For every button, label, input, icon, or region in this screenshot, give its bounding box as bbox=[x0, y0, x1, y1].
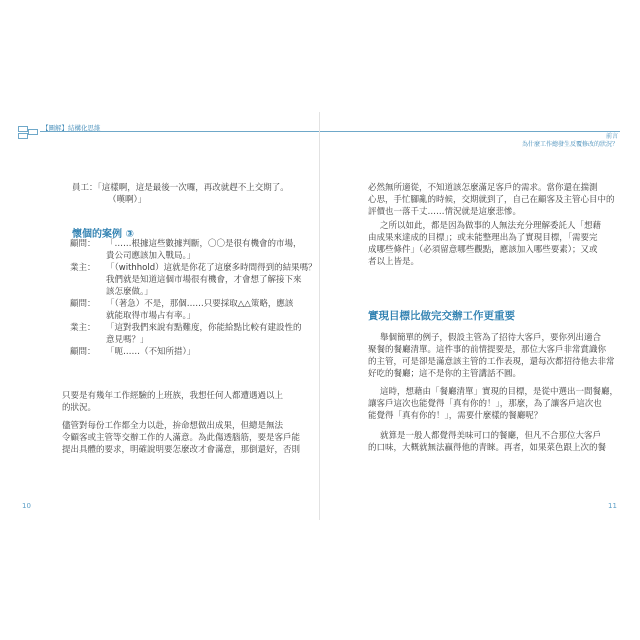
utterance: 意見嗎？」 bbox=[106, 335, 149, 345]
running-header-left: 【圖解】結構化思維 bbox=[42, 124, 101, 132]
text-line: 就算是一般人都覺得美味可口的餐廳，但凡不合那位大客戶 bbox=[380, 431, 602, 441]
paragraph bbox=[368, 332, 615, 380]
text-line: 的主管，可是卻是滿意該主管的工作表現，還每次都招待他去非常 bbox=[368, 357, 615, 367]
text-line: 令顧客或主管等交辦工作的人滿意。為此傷透腦筋，要是客戶能 bbox=[62, 433, 301, 443]
dialogue-line bbox=[70, 298, 317, 310]
case-dialogue bbox=[70, 238, 317, 358]
dialogue-line bbox=[70, 286, 317, 298]
dialogue-line bbox=[70, 346, 317, 358]
case-title: 懷個的案例 ③ bbox=[72, 229, 134, 240]
utterance: 我們就是知道這個市場很有機會，才會想了解接下來 bbox=[106, 275, 302, 285]
text-line: 提出具體的要求，明確說明要怎麼改才會滿意，那倒還好，否則 bbox=[62, 445, 301, 455]
text-line: （嘆啊）」 bbox=[108, 195, 147, 205]
text-line: 好吃的餐廳；這不是你的主管講話不圓。 bbox=[368, 369, 522, 379]
section-label: 前言 bbox=[605, 133, 618, 140]
text-line: 心思，手忙腳亂的時候，交期就到了，自己在顧客及主管心目中的 bbox=[368, 195, 615, 205]
text-line: 員工：「這樣啊，這是最後一次囉，再改就趕不上交期了。 bbox=[72, 183, 289, 193]
speaker: 顧問： bbox=[70, 347, 96, 357]
utterance: 「這對我們來說有點難度，你能給點比較有建設性的 bbox=[106, 323, 302, 333]
text-line: 評價也一落千丈……情況就是這麼悲慘。 bbox=[368, 207, 522, 217]
text-line: 這時，想藉由「餐廳清單」實現的目標，是從中選出一間餐廳， bbox=[380, 387, 619, 397]
dialogue-line bbox=[70, 250, 317, 262]
body-paragraphs bbox=[62, 390, 300, 456]
text-line: 舉個簡單的例子，假設主管為了招待大客戶，要你列出適合 bbox=[380, 333, 602, 343]
text-line: 讓客戶這次也能覺得「真有你的！」，那麼，為了讓客戶這次也 bbox=[368, 399, 602, 409]
text-line: 成哪些條件」（必須留意哪些觀點，應該加入哪些要素）；又或 bbox=[368, 245, 598, 255]
speaker: 顧問： bbox=[70, 299, 96, 309]
running-header-right bbox=[522, 133, 618, 149]
text-line: 能覺得「真有你的！」，需要什麼樣的餐廳呢？ bbox=[368, 411, 543, 421]
text-line: 只要是有幾年工作經驗的上班族，我想任何人都遭遇過以上 bbox=[62, 391, 284, 401]
intro-dialogue bbox=[72, 182, 289, 206]
page-number: 10 bbox=[22, 502, 31, 510]
text-line: 必然無所適從，不知道該怎麼滿足客戶的需求。當你還在揣測 bbox=[368, 183, 598, 193]
utterance: 「呃……（不知所措）」 bbox=[106, 347, 196, 357]
paragraph bbox=[368, 182, 615, 218]
right-page bbox=[320, 100, 640, 530]
page-number: 11 bbox=[608, 502, 617, 510]
utterance: 貴公司應該加入戰局。」 bbox=[106, 251, 196, 261]
text-line: 由成果來達成的目標」；或未能整理出為了實現目標，「需要完 bbox=[368, 233, 598, 243]
text-line: 儘管對每份工作都全力以赴，拚命想做出成果，但總是無法 bbox=[62, 421, 284, 431]
section-heading: 實現目標比做完交辦工作更重要 bbox=[368, 310, 515, 322]
speaker: 業主： bbox=[70, 263, 96, 273]
dialogue-line bbox=[70, 310, 317, 322]
text-line: 聚餐的餐廳清單。這件事的前情提要是，那位大客戶非常賞識你 bbox=[368, 345, 607, 355]
utterance: 「（withhold）這就是你花了這麼多時間得到的結果嗎？ bbox=[106, 263, 317, 273]
text-line: 的狀況。 bbox=[62, 403, 97, 413]
utterance: 「（著急）不是，那個……只要採取△△策略，應該 bbox=[106, 299, 294, 309]
dialogue-line bbox=[70, 334, 317, 346]
text-line: 之所以如此，都是因為做事的人無法充分理解委託人「想藉 bbox=[380, 221, 602, 231]
paragraph bbox=[368, 386, 618, 422]
speaker: 顧問： bbox=[70, 239, 96, 249]
utterance: 就能取得市場占有率。」 bbox=[106, 311, 196, 321]
paragraph bbox=[368, 220, 601, 268]
left-page bbox=[0, 100, 320, 530]
text-line: 者以上皆是。 bbox=[368, 257, 420, 267]
text-line: 的口味，大概就無法贏得他的青睞。再者，如果菜色跟上次的餐 bbox=[368, 443, 607, 453]
section-subtitle: 為什麼工作總發生反覆修改的狀況？ bbox=[521, 141, 618, 148]
dialogue-line bbox=[70, 322, 317, 334]
dialogue-line bbox=[70, 238, 317, 250]
dialogue-line bbox=[70, 262, 317, 274]
speaker: 業主： bbox=[70, 323, 96, 333]
dialogue-line bbox=[70, 274, 317, 286]
paragraph bbox=[368, 430, 606, 454]
header-rule bbox=[320, 131, 620, 132]
utterance: 該怎麼做。」 bbox=[106, 287, 153, 297]
flowchart-icon bbox=[18, 126, 38, 140]
utterance: 「……根據這些數據判斷，〇〇是很有機會的市場， bbox=[106, 239, 302, 249]
